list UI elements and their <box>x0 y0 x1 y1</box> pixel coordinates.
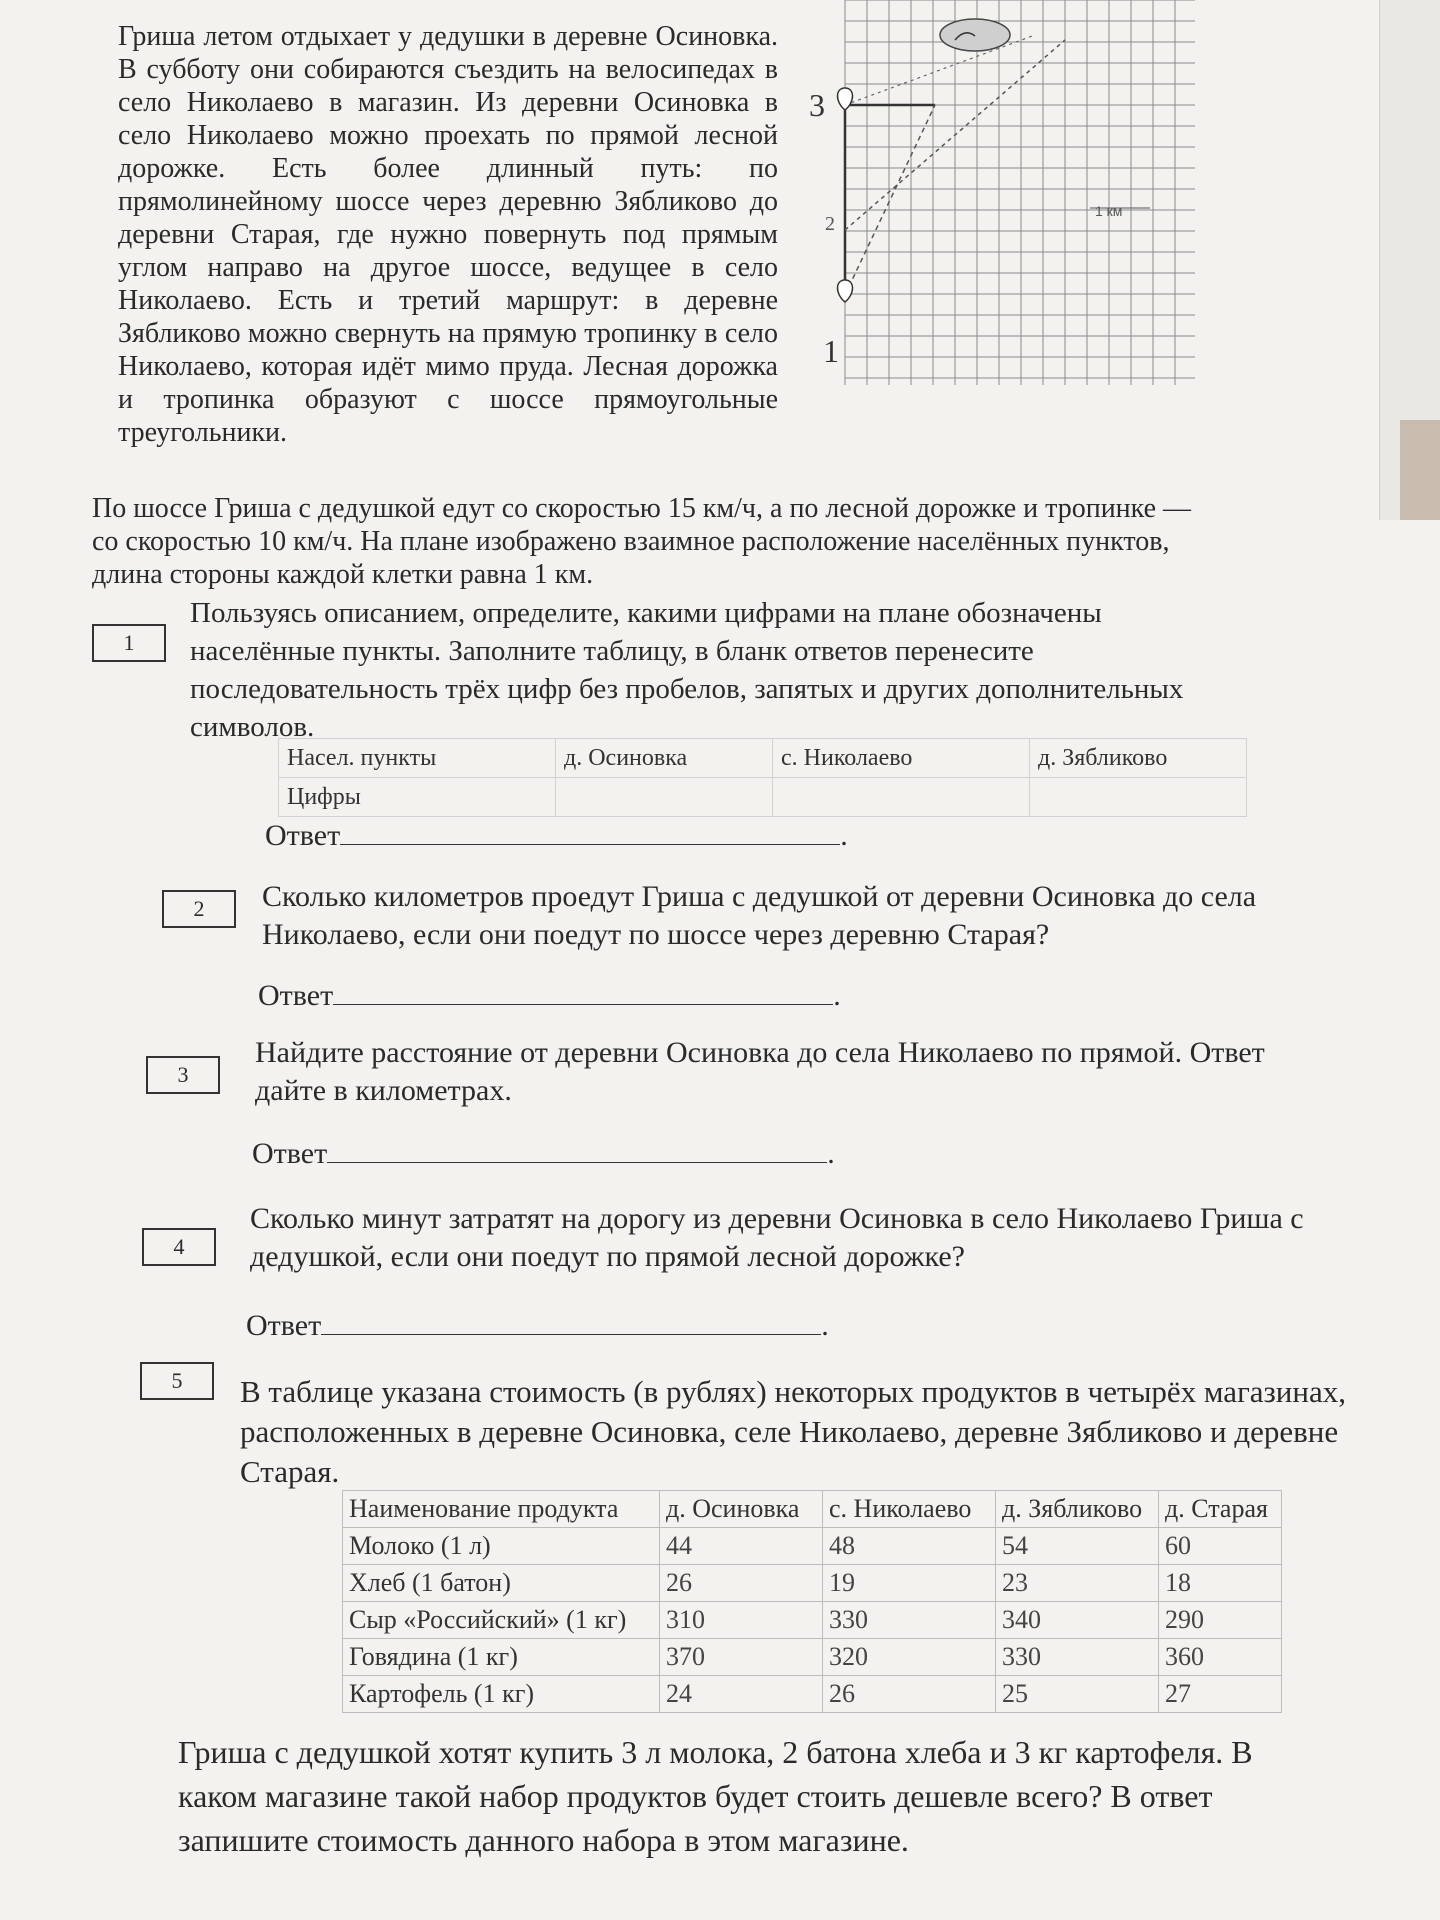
task-number-box: 1 <box>92 624 166 662</box>
price-cell: 26 <box>660 1565 823 1602</box>
answer-line[interactable] <box>333 978 833 1005</box>
table-header-cell: Наименование продукта <box>343 1491 660 1528</box>
table-header-cell: с. Николаево <box>823 1491 996 1528</box>
product-name-cell: Картофель (1 кг) <box>343 1676 660 1713</box>
price-cell: 23 <box>996 1565 1159 1602</box>
answer-cell[interactable] <box>556 778 773 817</box>
table-row <box>343 1602 1282 1639</box>
map-label-2: 2 <box>825 213 835 235</box>
price-cell: 44 <box>660 1528 823 1565</box>
table-header-cell: Насел. пункты <box>279 739 556 778</box>
price-cell: 25 <box>996 1676 1159 1713</box>
table-row <box>343 1676 1282 1713</box>
table-row-label: Цифры <box>279 778 556 817</box>
price-cell: 18 <box>1159 1565 1282 1602</box>
price-cell: 54 <box>996 1528 1159 1565</box>
task-5-question: Гриша с дедушкой хотят купить 3 л молока, 2 батона хлеба и 3 кг картофеля. В каком магазине такой набор продуктов будет стоить дешевле всего? В ответ запишите стоимость данного набора в этом магазине. <box>178 1734 1253 1858</box>
answer-line[interactable] <box>327 1136 827 1163</box>
table-row <box>343 1639 1282 1676</box>
price-cell: 370 <box>660 1639 823 1676</box>
answer-label: Ответ <box>252 1137 328 1170</box>
answer-cell[interactable] <box>773 778 1030 817</box>
table-header-cell: д. Осиновка <box>660 1491 823 1528</box>
price-cell: 330 <box>996 1639 1159 1676</box>
task-3-text: Найдите расстояние от деревни Осиновка до села Николаево по прямой. Ответ дайте в километрах. <box>255 1036 1265 1107</box>
table-row <box>343 1528 1282 1565</box>
product-name-cell: Молоко (1 л) <box>343 1528 660 1565</box>
forest-path <box>845 105 935 295</box>
pond <box>940 19 1010 51</box>
table-surface <box>1400 420 1440 520</box>
map-scale-label: 1 км <box>1095 203 1123 219</box>
price-cell: 24 <box>660 1676 823 1713</box>
task-4-text: Сколько минут затратят на дорогу из деревни Осиновка в село Николаево Гриша с дедушкой, если они поедут по прямой лесной дорожке? <box>250 1202 1304 1273</box>
table-header-cell: д. Старая <box>1159 1491 1282 1528</box>
village-map <box>805 0 1200 385</box>
task-5-text: В таблице указана стоимость (в рублях) некоторых продуктов в четырёх магазинах, расположенных в деревне Осиновка, селе Николаево, деревне Зябликово и деревне Старая. <box>240 1374 1346 1489</box>
answer-row: Ответ . <box>246 1309 829 1342</box>
map-label-1: 1 <box>823 333 839 369</box>
settlements-table <box>278 738 1247 817</box>
price-cell: 26 <box>823 1676 996 1713</box>
answer-line[interactable] <box>321 1308 821 1335</box>
price-cell: 360 <box>1159 1639 1282 1676</box>
table-header-cell: д. Зябликово <box>996 1491 1159 1528</box>
task-number-box: 3 <box>146 1056 220 1094</box>
answer-label: Ответ <box>258 979 334 1012</box>
price-cell: 310 <box>660 1602 823 1639</box>
answer-row: Ответ . <box>265 819 848 852</box>
price-cell: 290 <box>1159 1602 1282 1639</box>
price-cell: 340 <box>996 1602 1159 1639</box>
table-header-cell: с. Николаево <box>773 739 1030 778</box>
answer-label: Ответ <box>265 819 341 852</box>
marker-1 <box>838 280 853 302</box>
price-cell: 19 <box>823 1565 996 1602</box>
answer-row: Ответ . <box>258 979 841 1012</box>
map-label-3: 3 <box>809 87 825 123</box>
answer-line[interactable] <box>340 818 840 845</box>
task-number-box: 5 <box>140 1362 214 1400</box>
table-row <box>343 1565 1282 1602</box>
price-cell: 330 <box>823 1602 996 1639</box>
answer-label: Ответ <box>246 1309 322 1342</box>
intro-paragraph: Гриша летом отдыхает у дедушки в деревне Осиновка. В субботу они собираются съездить на велосипедах в село Николаево в магазин. Из деревни Осиновка в село Николаево можно проехать по прямой лесной дорожке. Есть более длинный путь: по прямолинейному шоссе через деревню Зябликово до деревни Старая, где нужно повернуть под прямым углом направо на другое шоссе, ведущее в село Николаево. Есть и третий маршрут: в деревне Зябликово можно свернуть на прямую тропинку в село Николаево, которая идёт мимо пруда. Лесная дорожка и тропинка образуют с шоссе прямоугольные треугольники. <box>118 21 778 448</box>
price-cell: 320 <box>823 1639 996 1676</box>
aux-line <box>845 35 1035 105</box>
price-cell: 27 <box>1159 1676 1282 1713</box>
price-cell: 60 <box>1159 1528 1282 1565</box>
task-number-box: 2 <box>162 890 236 928</box>
product-name-cell: Сыр «Российский» (1 кг) <box>343 1602 660 1639</box>
task-1-text: Пользуясь описанием, определите, какими цифрами на плане обозначены населённые пункты. Заполните таблицу, в бланк ответов перенесите последовательность трёх цифр без пробелов, запятых и других дополнительных символов. <box>190 597 1184 743</box>
next-page-edge <box>1379 0 1440 520</box>
intro-speed-paragraph: По шоссе Гриша с дедушкой едут со скоростью 15 км/ч, а по лесной дорожке и тропинке — со скоростью 10 км/ч. На плане изображено взаимное расположение населённых пунктов, длина стороны каждой клетки равна 1 км. <box>92 493 1191 590</box>
product-name-cell: Хлеб (1 батон) <box>343 1565 660 1602</box>
answer-cell[interactable] <box>1030 778 1247 817</box>
answer-row: Ответ . <box>252 1137 835 1170</box>
task-number-box: 4 <box>142 1228 216 1266</box>
price-cell: 48 <box>823 1528 996 1565</box>
table-header-cell: д. Зябликово <box>1030 739 1247 778</box>
product-name-cell: Говядина (1 кг) <box>343 1639 660 1676</box>
table-header-cell: д. Осиновка <box>556 739 773 778</box>
task-2-text: Сколько километров проедут Гриша с дедушкой от деревни Осиновка до села Николаево, если они поедут по шоссе через деревню Старая? <box>262 880 1257 951</box>
marker-3 <box>838 88 853 110</box>
prices-table <box>342 1490 1282 1713</box>
